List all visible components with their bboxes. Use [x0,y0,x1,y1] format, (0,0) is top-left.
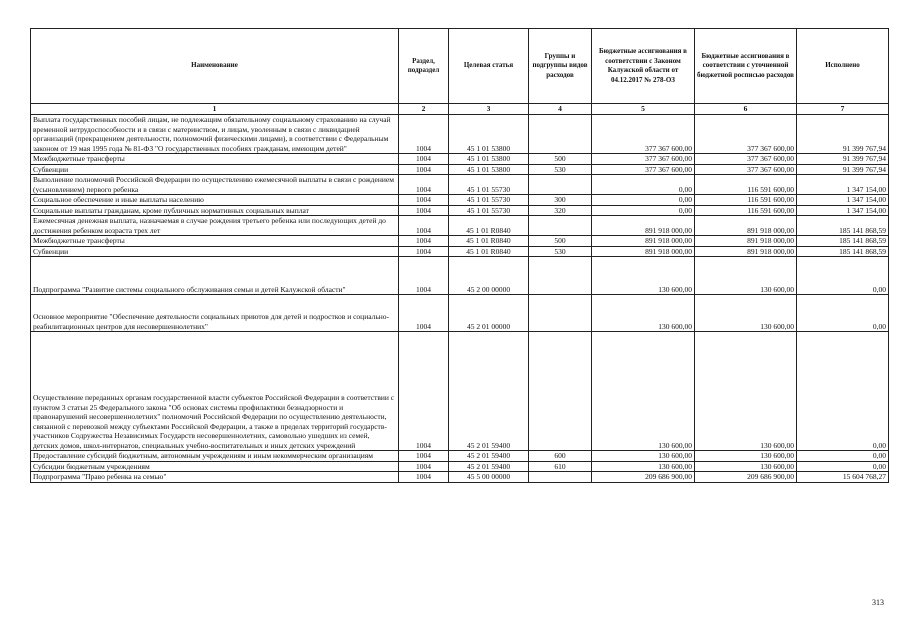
row-group [529,257,592,295]
header-groups: Группы и подгруппы видов расходов [529,29,592,104]
row-executed: 1 347 154,00 [797,195,889,206]
table-row [31,332,889,451]
row-group: 320 [529,205,592,216]
row-section: 1004 [399,472,449,483]
row-name: Предоставление субсидий бюджетным, автономным учреждениям и иным некоммерческим организациям [31,451,399,462]
row-section: 1004 [399,461,449,472]
row-group [529,332,592,451]
row-target: 45 2 01 59400 [449,451,529,462]
row-target: 45 1 01 R0840 [449,236,529,247]
row-executed: 185 141 868,59 [797,216,889,236]
row-revised: 130 600,00 [695,332,797,451]
row-executed: 0,00 [797,295,889,332]
row-group [529,115,592,154]
row-target: 45 5 00 00000 [449,472,529,483]
row-target: 45 1 01 55730 [449,195,529,206]
header-name: Наименование [31,29,399,104]
row-law: 377 367 600,00 [592,154,695,165]
row-group [529,216,592,236]
row-target: 45 1 01 53800 [449,154,529,165]
header-alloc-law: Бюджетные ассигнования в соответствии с Законом Калужской области от 04.12.2017 № 278-ОЗ [592,29,695,104]
row-law: 0,00 [592,195,695,206]
row-revised: 116 591 600,00 [695,195,797,206]
col-number: 7 [797,104,889,115]
row-target: 45 1 01 55730 [449,175,529,195]
row-section: 1004 [399,154,449,165]
row-group: 600 [529,451,592,462]
row-revised: 891 918 000,00 [695,236,797,247]
table-row [31,195,889,206]
row-name: Субвенции [31,246,399,257]
row-revised: 377 367 600,00 [695,115,797,154]
row-executed: 91 399 767,94 [797,115,889,154]
table-row [31,115,889,154]
row-name: Осуществление переданных органам государственной власти субъектов Российской Федерации в соответствии с пунктом 3 статьи 25 Федерального закона "Об основах системы профилактики безнадзорности и правонарушений несовершеннолетних" полномочий Российской Федерации по осуществлению деятельности, связанной с перевозкой между субъектами Российской Федерации, а также в пределах территорий государств-участников Содружества Независимых Государств несовершеннолетних, самовольно ушедших из семей, детских домов, школ-интернатов, специальных учебно-воспитательных и иных детских учреждений [31,332,399,451]
row-section: 1004 [399,451,449,462]
row-name: Выплата государственных пособий лицам, не подлежащим обязательному социальному страхованию на случай временной нетрудоспособности и в связи с материнством, и лицам, уволенным в связи с ликвидацией организаций (прекращением деятельности, полномочий физическими лицами), в соответствии с Федеральным законом от 19 мая 1995 года № 81-ФЗ "О государственных пособиях гражданам, имеющим детей" [31,115,399,154]
row-law: 0,00 [592,175,695,195]
row-law: 130 600,00 [592,461,695,472]
row-section: 1004 [399,236,449,247]
row-revised: 891 918 000,00 [695,246,797,257]
row-executed: 15 604 768,27 [797,472,889,483]
row-name: Социальное обеспечение и иные выплаты населению [31,195,399,206]
row-group: 530 [529,246,592,257]
row-group: 530 [529,164,592,175]
row-law: 130 600,00 [592,257,695,295]
row-law: 130 600,00 [592,295,695,332]
table-row [31,205,889,216]
row-target: 45 1 01 53800 [449,115,529,154]
row-section: 1004 [399,175,449,195]
table-row [31,236,889,247]
row-section: 1004 [399,164,449,175]
row-target: 45 2 00 00000 [449,257,529,295]
page-number: 313 [872,598,884,607]
row-name: Ежемесячная денежная выплата, назначаемая в случае рождения третьего ребенка или последующих детей до достижения ребенком возраста трех лет [31,216,399,236]
row-revised: 130 600,00 [695,257,797,295]
row-law: 209 686 900,00 [592,472,695,483]
row-name: Подпрограмма "Право ребенка на семью" [31,472,399,483]
row-revised: 891 918 000,00 [695,216,797,236]
row-law: 0,00 [592,205,695,216]
row-group: 610 [529,461,592,472]
header-target: Целевая статья [449,29,529,104]
row-executed: 0,00 [797,451,889,462]
row-executed: 185 141 868,59 [797,246,889,257]
row-section: 1004 [399,332,449,451]
row-law: 891 918 000,00 [592,216,695,236]
row-law: 130 600,00 [592,451,695,462]
row-target: 45 1 01 R0840 [449,246,529,257]
row-name: Межбюджетные трансферты [31,236,399,247]
row-target: 45 2 01 00000 [449,295,529,332]
row-revised: 377 367 600,00 [695,164,797,175]
column-number-row [31,104,889,115]
row-name: Субвенции [31,164,399,175]
table-row [31,472,889,483]
row-target: 45 1 01 55730 [449,205,529,216]
row-executed: 1 347 154,00 [797,205,889,216]
row-target: 45 2 01 59400 [449,461,529,472]
row-law: 130 600,00 [592,332,695,451]
row-section: 1004 [399,195,449,206]
row-law: 377 367 600,00 [592,164,695,175]
col-number: 6 [695,104,797,115]
row-section: 1004 [399,216,449,236]
table-row [31,154,889,165]
row-executed: 1 347 154,00 [797,175,889,195]
row-section: 1004 [399,257,449,295]
table-row [31,295,889,332]
table-row [31,216,889,236]
row-law: 891 918 000,00 [592,236,695,247]
row-law: 377 367 600,00 [592,115,695,154]
col-number: 5 [592,104,695,115]
row-group [529,295,592,332]
col-number: 2 [399,104,449,115]
row-section: 1004 [399,205,449,216]
col-number: 3 [449,104,529,115]
table-row [31,164,889,175]
row-revised: 116 591 600,00 [695,175,797,195]
row-group [529,175,592,195]
table-row [31,246,889,257]
table-row [31,451,889,462]
col-number: 1 [31,104,399,115]
row-revised: 130 600,00 [695,295,797,332]
row-revised: 116 591 600,00 [695,205,797,216]
row-revised: 130 600,00 [695,451,797,462]
row-executed: 91 399 767,94 [797,164,889,175]
row-executed: 91 399 767,94 [797,154,889,165]
budget-table [30,28,889,483]
row-law: 891 918 000,00 [592,246,695,257]
row-name: Субсидии бюджетным учреждениям [31,461,399,472]
row-target: 45 2 01 59400 [449,332,529,451]
row-target: 45 1 01 53800 [449,164,529,175]
row-group: 500 [529,154,592,165]
header-executed: Исполнено [797,29,889,104]
header-section: Раздел, подраздел [399,29,449,104]
row-revised: 209 686 900,00 [695,472,797,483]
row-section: 1004 [399,246,449,257]
row-executed: 0,00 [797,332,889,451]
row-executed: 0,00 [797,461,889,472]
table-row [31,175,889,195]
row-executed: 0,00 [797,257,889,295]
row-section: 1004 [399,115,449,154]
table-row [31,257,889,295]
row-name: Межбюджетные трансферты [31,154,399,165]
row-group [529,472,592,483]
table-header-row [31,29,889,104]
row-name: Выполнение полномочий Российской Федерации по осуществлению ежемесячной выплаты в связи с рождением (усыновлением) первого ребенка [31,175,399,195]
row-revised: 130 600,00 [695,461,797,472]
row-name: Социальные выплаты гражданам, кроме публичных нормативных социальных выплат [31,205,399,216]
row-group: 500 [529,236,592,247]
header-alloc-revised: Бюджетные ассигнования в соответствии с уточненной бюджетной росписью расходов [695,29,797,104]
row-section: 1004 [399,295,449,332]
row-executed: 185 141 868,59 [797,236,889,247]
table-row [31,461,889,472]
col-number: 4 [529,104,592,115]
row-name: Основное мероприятие "Обеспечение деятельности социальных приютов для детей и подростков и социально-реабилитационных центров для несовершеннолетних" [31,295,399,332]
row-target: 45 1 01 R0840 [449,216,529,236]
row-group: 300 [529,195,592,206]
row-revised: 377 367 600,00 [695,154,797,165]
row-name: Подпрограмма "Развитие системы социального обслуживания семьи и детей Калужской области" [31,257,399,295]
table-body [31,115,889,483]
